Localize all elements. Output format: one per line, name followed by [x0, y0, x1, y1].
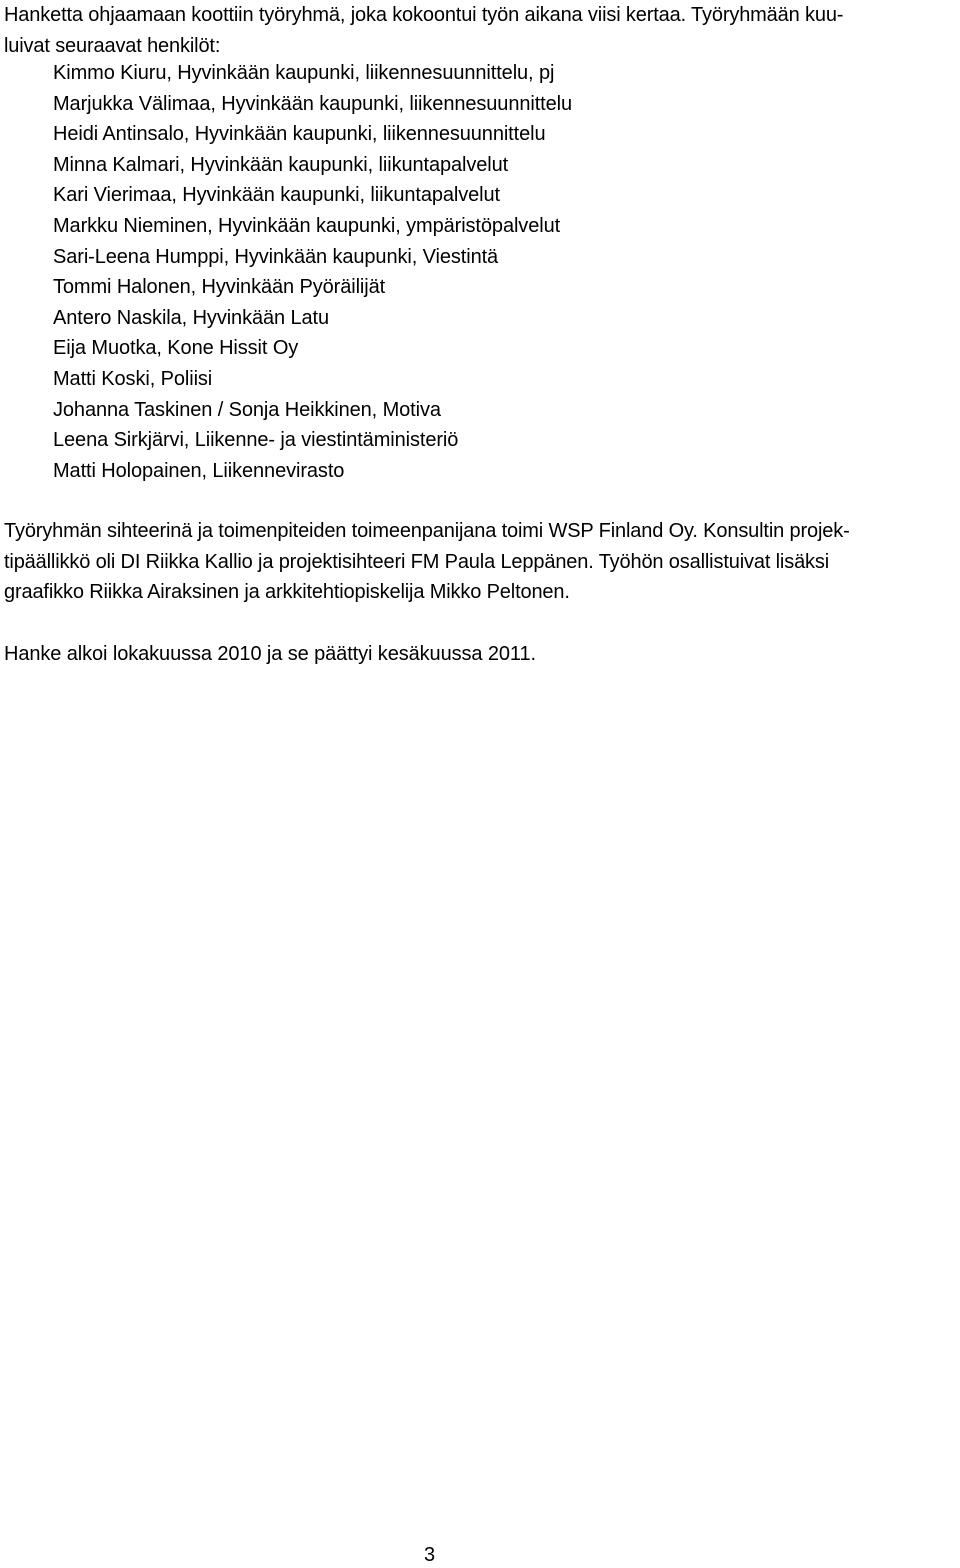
secretary-line: graafikko Riikka Airaksinen ja arkkitehtiopiskelija Mikko Peltonen. — [4, 581, 570, 604]
member-item: Johanna Taskinen / Sonja Heikkinen, Motiva — [53, 398, 441, 421]
member-item: Eija Muotka, Kone Hissit Oy — [53, 337, 299, 360]
member-item: Tommi Halonen, Hyvinkään Pyöräilijät — [53, 276, 386, 299]
member-item: Kari Vierimaa, Hyvinkään kaupunki, liikuntapalvelut — [53, 184, 500, 207]
member-item: Kimmo Kiuru, Hyvinkään kaupunki, liikennesuunnittelu, pj — [53, 62, 555, 84]
secretary-line: Työryhmän sihteerinä ja toimenpiteiden toimeenpanijana toimi WSP Finland Oy. Konsultin projek- — [4, 520, 850, 542]
member-item: Minna Kalmari, Hyvinkään kaupunki, liikuntapalvelut — [53, 153, 509, 176]
working-group-member-list — [53, 58, 572, 486]
member-item: Heidi Antinsalo, Hyvinkään kaupunki, liikennesuunnittelu — [53, 123, 546, 146]
member-item: Sari-Leena Humppi, Hyvinkään kaupunki, Viestintä — [53, 245, 499, 268]
member-item: Antero Naskila, Hyvinkään Latu — [53, 306, 330, 329]
intro-line: luivat seuraavat henkilöt: — [4, 34, 221, 57]
intro-line: Hanketta ohjaamaan koottiin työryhmä, joka kokoontui työn aikana viisi kertaa. Työryhmään kuu- — [4, 4, 844, 26]
member-item: Markku Nieminen, Hyvinkään kaupunki, ympäristöpalvelut — [53, 214, 561, 237]
member-item: Leena Sirkjärvi, Liikenne- ja viestintäministeriö — [53, 429, 459, 452]
project-period-paragraph: Hanke alkoi lokakuussa 2010 ja se päättyi kesäkuussa 2011. — [4, 643, 536, 665]
secretary-paragraph — [4, 516, 956, 608]
page-number: 3 — [424, 1544, 436, 1566]
member-item: Matti Koski, Poliisi — [53, 367, 213, 390]
member-item: Matti Holopainen, Liikennevirasto — [53, 459, 345, 482]
secretary-line: tipäällikkö oli DI Riikka Kallio ja projektisihteeri FM Paula Leppänen. Työhön osallistuivat lisäksi — [4, 550, 830, 573]
member-item: Marjukka Välimaa, Hyvinkään kaupunki, liikennesuunnittelu — [53, 92, 573, 115]
intro-paragraph — [4, 0, 956, 61]
